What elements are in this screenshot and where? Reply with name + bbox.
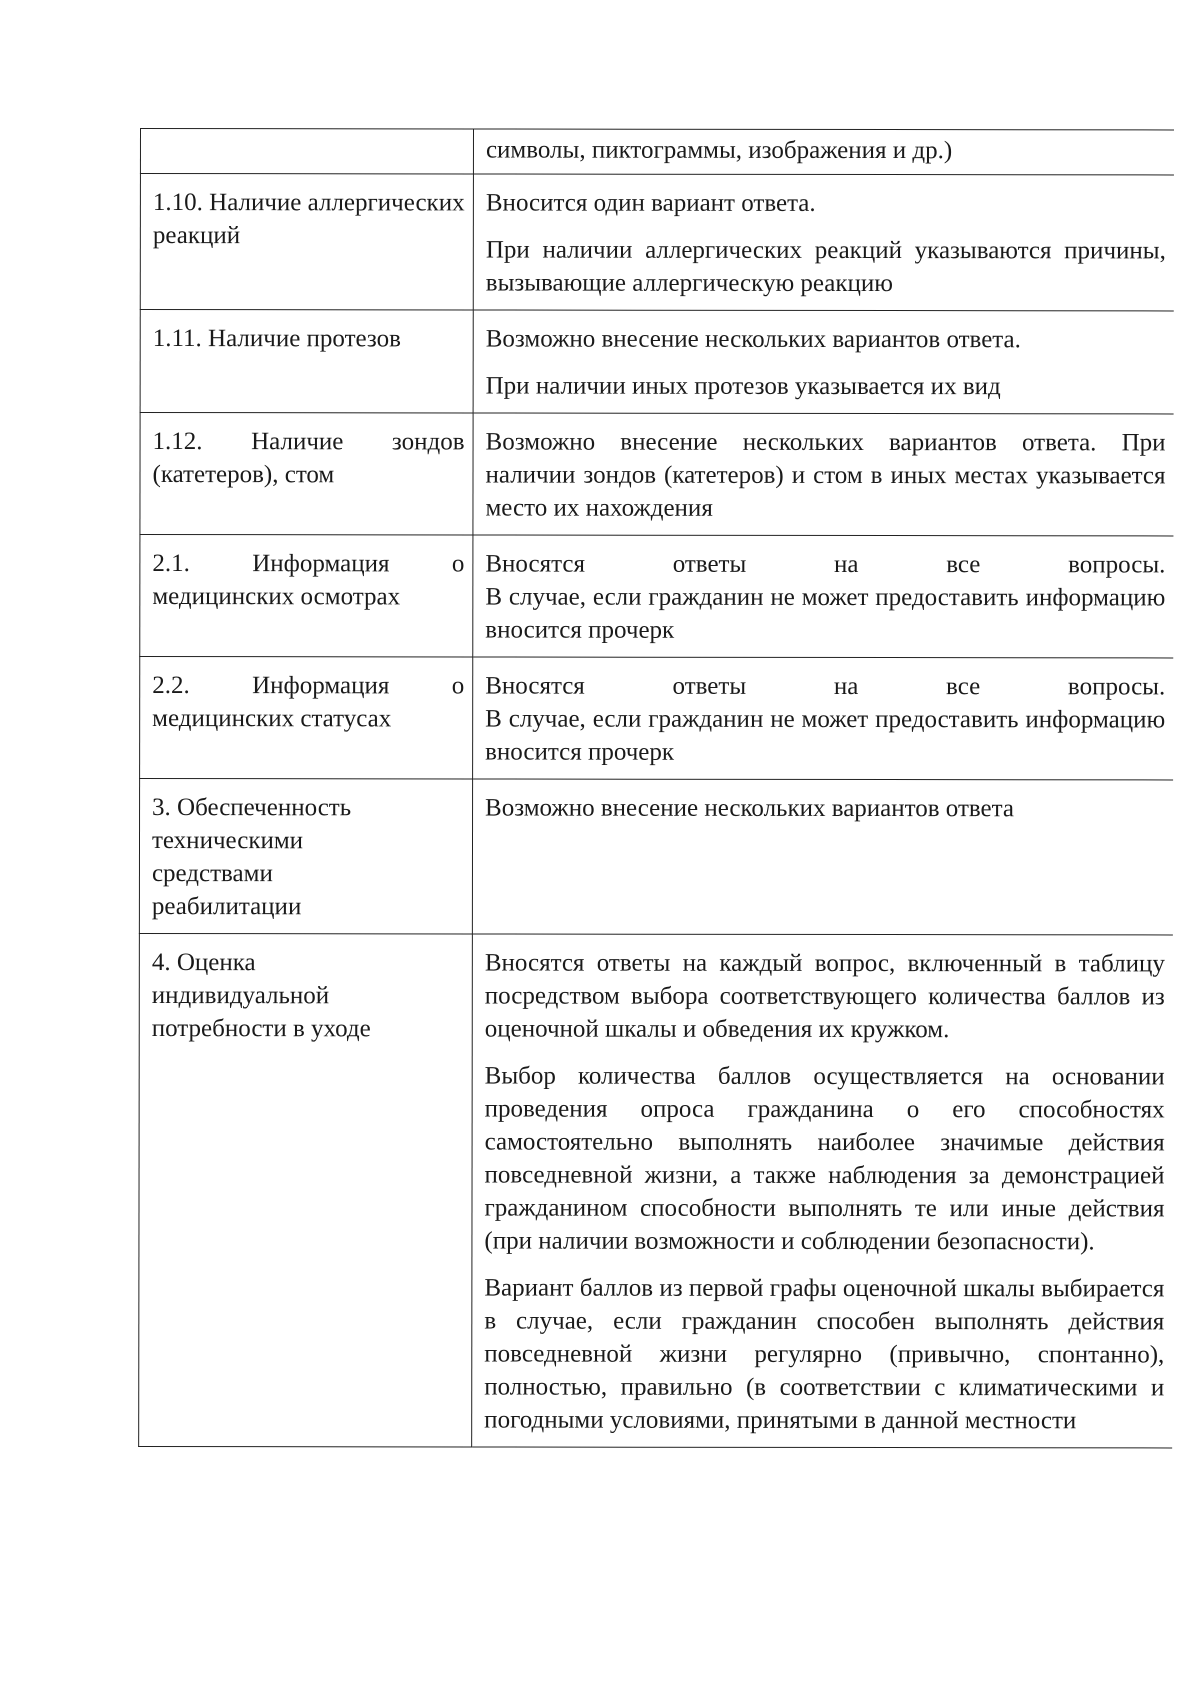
description-cell [473, 657, 1174, 780]
field-cell [139, 933, 473, 1446]
field-cell [140, 174, 473, 310]
description-cell [473, 535, 1174, 658]
field-label: 1.12. Наличие зондов [152, 428, 465, 456]
description-cell [473, 310, 1174, 414]
table-row [139, 779, 1173, 935]
field-label: 4. Оценка индивидуальной потребности в уходе [151, 949, 371, 1043]
description-text: В случае, если гражданин не может предоставить информацию вносится прочерк [485, 705, 1166, 766]
table-row [139, 933, 1173, 1447]
description-text: Вносятся ответы на каждый вопрос, включенный в таблицу посредством выбора соответствующего количества баллов из оценочной шкалы и обведения их кружком. [484, 949, 1165, 1044]
table-row [140, 174, 1174, 311]
field-cell [140, 413, 473, 535]
description-text: Возможно внесение нескольких вариантов ответа [485, 794, 1015, 823]
field-label: 2.2. Информация о [152, 672, 465, 700]
description-text: Выбор количества баллов осуществляется на основании проведения опроса гражданина о его способностях самостоятельно выполнять наиболее значимые действия повседневной жизни, а также наблюдения за демонстрацией гражданином способности выполнять те или иные действия (при наличии возможности и соблюдении безопасности). [484, 1062, 1165, 1256]
description-text: Вносится один вариант ответа. [485, 189, 816, 217]
description-cell [472, 934, 1173, 1448]
table-row [140, 310, 1174, 414]
field-label: (катетеров), стом [152, 461, 335, 489]
field-cell [140, 535, 473, 657]
description-text: При наличии аллергических реакций указываются причины, вызывающие аллергическую реакцию [485, 236, 1166, 298]
description-text: При наличии иных протезов указывается их вид [485, 372, 1001, 401]
description-text: Вносятся ответы на все вопросы. [485, 550, 1166, 579]
description-cell [472, 779, 1173, 935]
description-text: В случае, если гражданин не может предоставить информацию вносится прочерк [485, 583, 1166, 644]
table-row [140, 535, 1174, 658]
field-cell [139, 779, 472, 934]
instructions-table [138, 128, 1174, 1448]
description-text: символы, пиктограммы, изображения и др.) [485, 136, 953, 165]
table-row [140, 657, 1174, 780]
description-text: Возможно внесение нескольких вариантов ответа. При наличии зондов (катетеров) и стом в иных местах указывается место их нахождения [485, 428, 1166, 522]
field-label: 1.10. Наличие аллергических реакций [152, 189, 465, 250]
field-label: 1.11. Наличие протезов [152, 325, 401, 353]
field-label: 3. Обеспеченность техническими средствами реабилитации [151, 794, 352, 921]
field-label: медицинских статусах [152, 705, 392, 733]
table-row [140, 129, 1174, 175]
description-cell [473, 174, 1174, 311]
field-cell [140, 310, 473, 413]
field-label: 2.1. Информация о [152, 550, 465, 578]
description-cell [473, 129, 1174, 175]
table-row [140, 413, 1174, 536]
field-cell [140, 129, 473, 174]
description-text: Вариант баллов из первой графы оценочной шкалы выбирается в случае, если гражданин способен выполнять действия повседневной жизни регулярно (привычно, спонтанно), полностью, правильно (в соответствии с климатическими и погодными условиями, принятыми в данной местности [484, 1274, 1165, 1435]
field-label: медицинских осмотрах [152, 583, 401, 611]
description-text: Возможно внесение нескольких вариантов ответа. [485, 325, 1021, 354]
description-text: Вносятся ответы на все вопросы. [485, 672, 1166, 701]
description-cell [473, 413, 1174, 536]
field-cell [140, 657, 473, 779]
